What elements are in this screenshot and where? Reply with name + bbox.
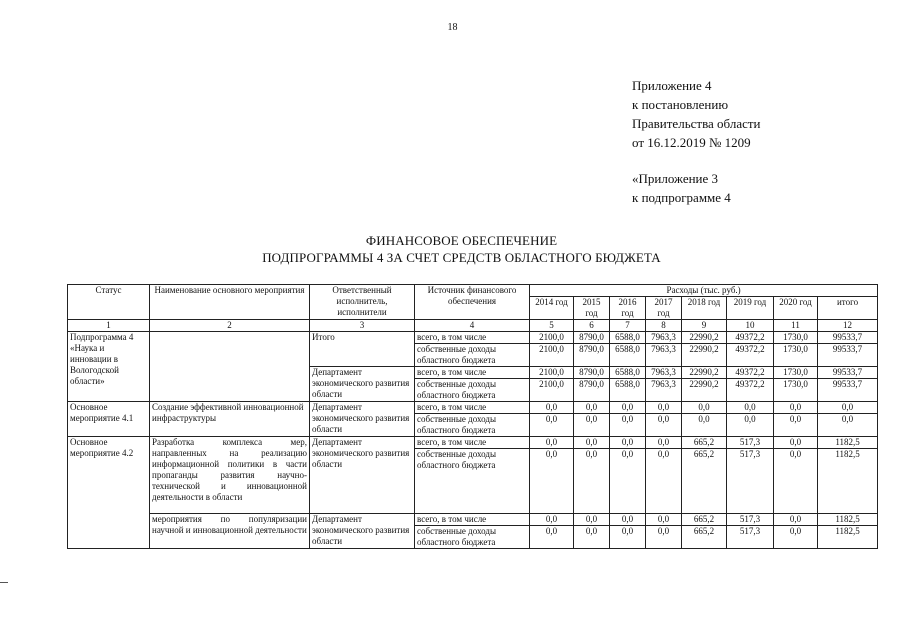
value-cell: 0,0	[530, 437, 574, 449]
value-cell: 517,3	[727, 514, 774, 526]
value-cell: 2100,0	[530, 332, 574, 344]
row-name: Создание эффективной инновационной инфраструктуры	[150, 402, 310, 437]
row-source: собственные доходы областного бюджета	[415, 526, 530, 549]
column-number: 7	[610, 320, 646, 332]
column-number: 8	[646, 320, 682, 332]
value-cell: 0,0	[530, 402, 574, 414]
header-year: 2018 год	[682, 297, 727, 320]
value-cell: 1730,0	[774, 332, 818, 344]
page-number: 18	[447, 22, 458, 33]
value-cell: 0,0	[727, 414, 774, 437]
value-cell: 1730,0	[774, 344, 818, 367]
header-year: 2016 год	[610, 297, 646, 320]
column-number: 3	[310, 320, 415, 332]
header-expenses: Расходы (тыс. руб.)	[530, 285, 878, 297]
value-cell: 0,0	[610, 414, 646, 437]
value-cell: 22990,2	[682, 332, 727, 344]
value-cell: 0,0	[774, 437, 818, 449]
value-cell: 0,0	[574, 437, 610, 449]
table-row	[68, 514, 878, 526]
header-source: Источник финансового обеспечения	[415, 285, 530, 320]
column-number: 4	[415, 320, 530, 332]
header-year: 2017 год	[646, 297, 682, 320]
column-number: 6	[574, 320, 610, 332]
column-number: 11	[774, 320, 818, 332]
document-subtitle: ПОДПРОГРАММЫ 4 ЗА СЧЕТ СРЕДСТВ ОБЛАСТНОГО БЮДЖЕТА	[262, 250, 661, 265]
value-cell: 0,0	[646, 402, 682, 414]
value-cell: 0,0	[646, 437, 682, 449]
row-executor: Итого	[310, 332, 415, 367]
row-executor: Департамент экономического развития области	[310, 437, 415, 514]
row-name-empty	[150, 332, 310, 402]
column-number: 9	[682, 320, 727, 332]
value-cell: 0,0	[610, 526, 646, 549]
value-cell: 7963,3	[646, 344, 682, 367]
row-name: Разработка комплекса мер, направленных на реализацию информационной политики в части пропаганды развития научно-технической и инновационной деятельности в области	[150, 437, 310, 514]
row-executor: Департамент экономического развития области	[310, 514, 415, 549]
row-executor: Департамент экономического развития области	[310, 367, 415, 402]
value-cell: 517,3	[727, 526, 774, 549]
header-total: итого	[818, 297, 878, 320]
value-cell: 665,2	[682, 526, 727, 549]
value-cell: 2100,0	[530, 344, 574, 367]
value-cell: 0,0	[682, 402, 727, 414]
row-source: собственные доходы областного бюджета	[415, 379, 530, 402]
row-source: всего, в том числе	[415, 367, 530, 379]
value-cell: 22990,2	[682, 379, 727, 402]
value-cell: 0,0	[610, 437, 646, 449]
appendix-line: от 16.12.2019 № 1209	[632, 135, 751, 150]
value-cell: 0,0	[574, 449, 610, 514]
value-cell: 49372,2	[727, 344, 774, 367]
value-cell: 7963,3	[646, 332, 682, 344]
column-number: 12	[818, 320, 878, 332]
table-row	[68, 437, 878, 449]
value-cell: 22990,2	[682, 367, 727, 379]
row-name: мероприятия по популяризации научной и инновационной деятельности	[150, 514, 310, 549]
value-cell: 99533,7	[818, 367, 878, 379]
value-cell: 0,0	[818, 414, 878, 437]
value-cell: 99533,7	[818, 332, 878, 344]
header-year: 2014 год	[530, 297, 574, 320]
value-cell: 1182,5	[818, 526, 878, 549]
financing-table	[67, 284, 878, 549]
value-cell: 0,0	[818, 402, 878, 414]
value-cell: 0,0	[774, 402, 818, 414]
value-cell: 49372,2	[727, 379, 774, 402]
value-cell: 0,0	[682, 414, 727, 437]
header-status: Статус	[68, 285, 150, 320]
value-cell: 0,0	[774, 526, 818, 549]
value-cell: 517,3	[727, 449, 774, 514]
value-cell: 0,0	[646, 526, 682, 549]
value-cell: 0,0	[610, 402, 646, 414]
table-row	[68, 332, 878, 344]
header-row	[68, 285, 878, 297]
header-executor: Ответственный исполнитель, исполнители	[310, 285, 415, 320]
value-cell: 665,2	[682, 449, 727, 514]
value-cell: 1182,5	[818, 437, 878, 449]
value-cell: 6588,0	[610, 344, 646, 367]
value-cell: 0,0	[646, 449, 682, 514]
column-number: 5	[530, 320, 574, 332]
column-number: 10	[727, 320, 774, 332]
appendix-line: Правительства области	[632, 116, 761, 131]
appendix-block	[632, 76, 761, 207]
value-cell: 0,0	[646, 514, 682, 526]
column-numbers-row	[68, 320, 878, 332]
value-cell: 517,3	[727, 437, 774, 449]
value-cell: 0,0	[530, 449, 574, 514]
appendix-line: к постановлению	[632, 97, 729, 112]
value-cell: 1182,5	[818, 449, 878, 514]
value-cell: 665,2	[682, 514, 727, 526]
value-cell: 0,0	[574, 514, 610, 526]
value-cell: 0,0	[774, 414, 818, 437]
value-cell: 0,0	[530, 526, 574, 549]
value-cell: 0,0	[610, 514, 646, 526]
value-cell: 6588,0	[610, 367, 646, 379]
header-year: 2015 год	[574, 297, 610, 320]
row-source: всего, в том числе	[415, 514, 530, 526]
value-cell: 8790,0	[574, 379, 610, 402]
appendix-line: «Приложение 3	[632, 171, 719, 186]
value-cell: 49372,2	[727, 367, 774, 379]
value-cell: 0,0	[574, 414, 610, 437]
appendix-line: к подпрограмме 4	[632, 190, 731, 205]
value-cell: 8790,0	[574, 332, 610, 344]
row-executor: Департамент экономического развития области	[310, 402, 415, 437]
value-cell: 0,0	[574, 402, 610, 414]
value-cell: 0,0	[727, 402, 774, 414]
value-cell: 7963,3	[646, 379, 682, 402]
value-cell: 1730,0	[774, 367, 818, 379]
value-cell: 8790,0	[574, 367, 610, 379]
margin-mark	[0, 582, 8, 583]
appendix-line: Приложение 4	[632, 78, 712, 93]
row-status: Основное мероприятие 4.1	[68, 402, 150, 437]
value-cell: 99533,7	[818, 379, 878, 402]
row-source: собственные доходы областного бюджета	[415, 344, 530, 367]
row-source: всего, в том числе	[415, 332, 530, 344]
column-number: 1	[68, 320, 150, 332]
row-source: всего, в том числе	[415, 437, 530, 449]
value-cell: 0,0	[530, 414, 574, 437]
header-name: Наименование основного мероприятия	[150, 285, 310, 320]
value-cell: 2100,0	[530, 379, 574, 402]
value-cell: 6588,0	[610, 379, 646, 402]
value-cell: 2100,0	[530, 367, 574, 379]
header-year: 2019 год	[727, 297, 774, 320]
header-year: 2020 год	[774, 297, 818, 320]
value-cell: 1182,5	[818, 514, 878, 526]
row-status: Основное мероприятие 4.2	[68, 437, 150, 549]
column-number: 2	[150, 320, 310, 332]
document-title: ФИНАНСОВОЕ ОБЕСПЕЧЕНИЕ	[365, 233, 558, 248]
row-status: Подпрограмма 4 «Наука и инновации в Вологодской области»	[68, 332, 150, 402]
row-source: всего, в том числе	[415, 402, 530, 414]
value-cell: 6588,0	[610, 332, 646, 344]
table-row	[68, 402, 878, 414]
value-cell: 99533,7	[818, 344, 878, 367]
value-cell: 0,0	[530, 514, 574, 526]
value-cell: 665,2	[682, 437, 727, 449]
value-cell: 0,0	[774, 449, 818, 514]
row-source: собственные доходы областного бюджета	[415, 449, 530, 514]
value-cell: 0,0	[646, 414, 682, 437]
value-cell: 49372,2	[727, 332, 774, 344]
value-cell: 7963,3	[646, 367, 682, 379]
value-cell: 0,0	[574, 526, 610, 549]
value-cell: 0,0	[610, 449, 646, 514]
value-cell: 1730,0	[774, 379, 818, 402]
row-source: собственные доходы областного бюджета	[415, 414, 530, 437]
value-cell: 0,0	[774, 514, 818, 526]
value-cell: 8790,0	[574, 344, 610, 367]
value-cell: 22990,2	[682, 344, 727, 367]
